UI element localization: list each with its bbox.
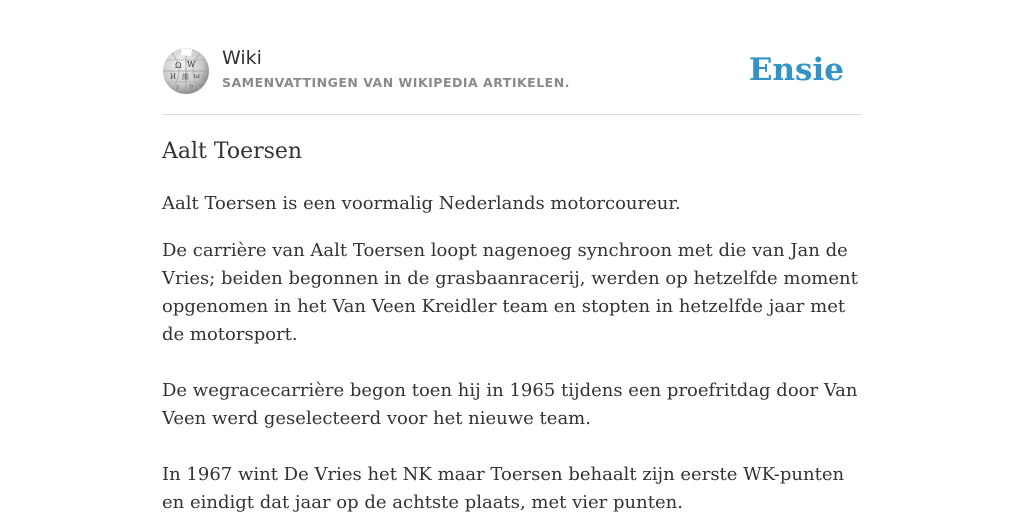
wikipedia-globe-icon[interactable]: [162, 46, 210, 96]
svg-text:維: 維: [182, 73, 189, 81]
article-body: [162, 190, 862, 517]
article-intro: Aalt Toersen is een voormalig Nederlands motorcoureur.: [162, 193, 681, 214]
svg-text:И: И: [170, 73, 177, 81]
article-paragraph: De wegracecarrière begon toen hij in 1965 tijdens een proefritdag door Van Veen werd geselecteerd voor het nieuwe team.: [162, 380, 858, 429]
site-name[interactable]: Wiki: [222, 47, 262, 69]
svg-text:W: W: [187, 60, 196, 69]
site-header: [162, 44, 862, 115]
site-tagline: SAMENVATTINGEN VAN WIKIPEDIA ARTIKELEN.: [222, 75, 570, 90]
svg-text:ק: ק: [176, 84, 180, 91]
article-paragraph: In 1967 wint De Vries het NK maar Toersen behaalt zijn eerste WK-punten en eindigt dat jaar op de achtste plaats, met vier punten.: [162, 464, 845, 513]
svg-text:ウ: ウ: [188, 84, 195, 91]
article-title: Aalt Toersen: [162, 139, 303, 164]
svg-text:Ω: Ω: [175, 61, 182, 70]
ensie-brand-logo[interactable]: Ensie: [748, 52, 844, 88]
svg-text:ω: ω: [194, 72, 200, 80]
article-paragraph: De carrière van Aalt Toersen loopt nagenoeg synchroon met die van Jan de Vries; beiden begonnen in de grasbaanracerij, werden op hetzelfde moment opgenomen in het Van Veen Kreidler team en stopten in hetzelfde jaar met de motorsport.: [162, 240, 858, 345]
